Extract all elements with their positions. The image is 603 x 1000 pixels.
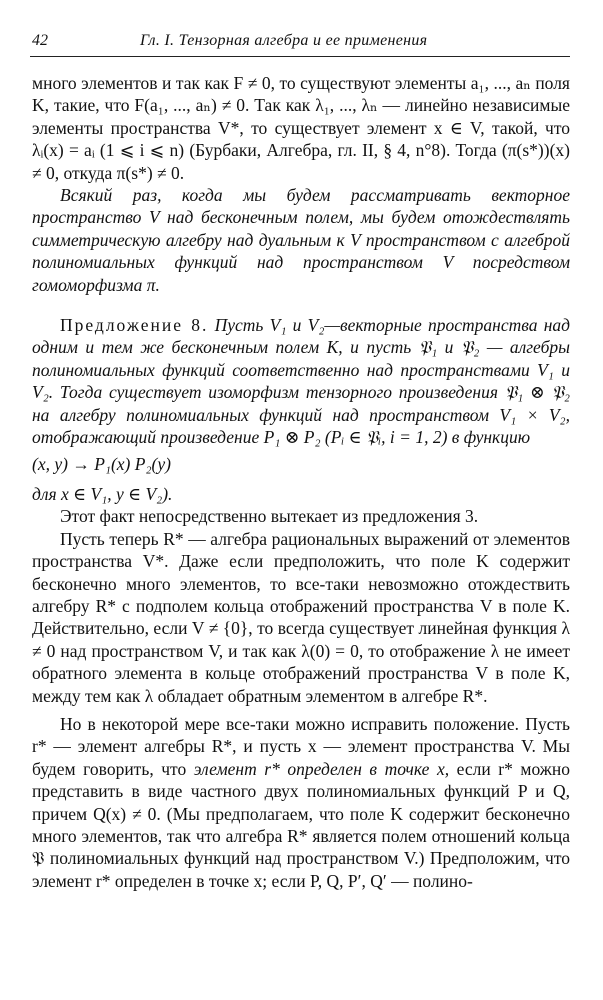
running-title: Гл. I. Тензорная алгебра и ее применения <box>140 32 428 49</box>
page-body <box>32 72 570 892</box>
formula: (x, y) → P₁(x) P₂(y) <box>32 453 171 474</box>
paragraph-1: много элементов и так как F ≠ 0, то существуют элементы a₁, ..., aₙ поля K, такие, что F(a₁, ..., aₙ) ≠ 0. Так как λ₁, ..., λₙ — линейно независимые элементы пространства V*, то существует элемент x ∈ V, такой, что λᵢ(x) = aᵢ (1 ⩽ i ⩽ n) (Бурбаки, Алгебра, гл. II, § 4, n°8). Тогда (π(s*))(x) ≠ 0, откуда π(s*) ≠ 0. <box>32 73 570 183</box>
proposition-label: Предложение 8. <box>60 315 209 336</box>
paragraph-3: Этот факт непосредственно вытекает из предложения 3. <box>60 506 479 527</box>
page-number: 42 <box>32 32 48 49</box>
proposition-8 <box>32 314 570 448</box>
definition-term: элемент r* определен в точке x, <box>193 758 450 779</box>
paragraph-2: Всякий раз, когда мы будем рассматривать векторное пространство V над бесконечным полем, мы будем отождествлять симметрическую алгебру над дуальным к V пространством с алгеброй полиномиальных функций над пространством V посредством гомоморфизма π. <box>32 185 570 295</box>
proposition-text: Пусть V₁ и V₂—векторные пространства над одним и тем же бесконечным полем K, и пусть 𝔓₁ и 𝔓₂ — алгебры полиномиальных функций соответственно над пространствами V₁ и V₂. Тогда существует изоморфизм тензорного произведения 𝔓₁ ⊗ 𝔓₂ на алгебру полиномиальных функций над пространством V₁ × V₂, отображающий произведение P₁ ⊗ P₂ (Pᵢ ∈ 𝔓ᵢ, i = 1, 2) в функцию <box>32 315 570 448</box>
paragraph-5 <box>32 713 570 892</box>
paragraph-5-part-b: если r* можно представить в виде частного двух полиномиальных функций P и Q, причем Q(x) ≠ 0. (Мы предполагаем, что поле K содержит бесконечно много элементов, так что алгебра R* является полем отношений кольца 𝔓 полиномиальных функций над пространством V.) Предположим, что элемент r* определен в точке x; если P, Q, P′, Q′ — полино- <box>32 758 571 891</box>
formula-continuation: для x ∈ V₁, y ∈ V₂). <box>32 483 173 504</box>
running-header <box>30 32 570 57</box>
paragraph-5-part-a: Но в некоторой мере все-таки можно исправить положение. Пусть r* — элемент алгебры R*, и пусть x — элемент пространства V. Мы будем говорить, что <box>32 713 570 779</box>
paragraph-4: Пусть теперь R* — алгебра рациональных выражений от элементов пространства V*. Даже если предположить, что поле K содержит бесконечно много элементов, то все-таки невозможно отождествить алгебру R* с подполем кольца отображений пространства V в поле K. Действительно, если V ≠ {0}, то всегда существует линейная функция λ ≠ 0 над пространством V, и так как λ(0) = 0, то отображение λ не имеет обратного элемента в кольце отображений пространства V в поле K, между тем как λ обладает обратным элементом в алгебре R*. <box>32 528 570 706</box>
